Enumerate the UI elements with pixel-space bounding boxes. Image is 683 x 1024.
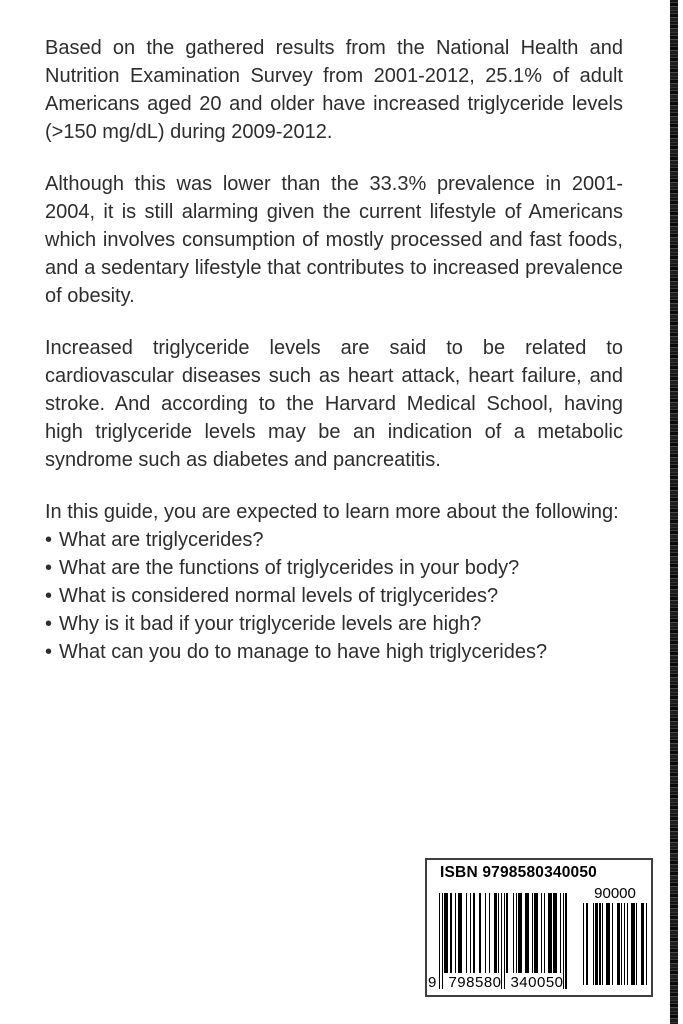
guide-section	[45, 498, 623, 666]
ean5-bars	[583, 903, 647, 985]
list-item	[45, 610, 623, 638]
paragraph-prevalence: Although this was lower than the 33.3% prevalence in 2001-2004, it is still alarming given the current lifestyle of Americans which involves consumption of mostly processed and fast foods, and a sedentary lifestyle that contributes to increased prevalence of obesity.	[45, 173, 623, 307]
ean13-digits	[428, 973, 568, 992]
bullet-text: Why is it bad if your triglyceride levels are high?	[59, 613, 482, 635]
ean13-barcode	[428, 893, 568, 992]
bullet-list	[45, 526, 623, 666]
ean13-digit-group-right: 340050	[510, 974, 564, 991]
guide-intro: In this guide, you are expected to learn more about the following:	[45, 501, 619, 523]
isbn-barcode-block	[425, 858, 653, 997]
book-edge-strip	[670, 0, 678, 1024]
bullet-icon: •	[45, 585, 53, 607]
ean13-bars	[439, 893, 568, 973]
bullet-icon: •	[45, 613, 53, 635]
list-item	[45, 638, 623, 666]
ean5-supplement-barcode	[583, 885, 647, 985]
bullet-icon: •	[45, 557, 53, 579]
bullet-icon: •	[45, 641, 53, 663]
barcode-row	[428, 885, 642, 992]
back-cover-text	[45, 34, 623, 666]
ean13-lead-digit: 9	[428, 974, 437, 991]
bullet-text: What are triglycerides?	[59, 529, 264, 551]
bullet-text: What are the functions of triglycerides in your body?	[59, 557, 520, 579]
bullet-text: What can you do to manage to have high triglycerides?	[59, 641, 548, 663]
list-item	[45, 526, 623, 554]
isbn-number-label: ISBN 9798580340050	[440, 864, 598, 881]
paragraph-survey-stats: Based on the gathered results from the National Health and Nutrition Examination Survey from 2001-2012, 25.1% of adult Americans aged 20 and older have increased triglyceride levels (>150 mg/dL) during 2009-2012.	[45, 37, 623, 143]
paragraph-health-risks: Increased triglyceride levels are said to be related to cardiovascular diseases such as heart attack, heart failure, and stroke. And according to the Harvard Medical School, having high triglyceride levels may be an indication of a metabolic syndrome such as diabetes and pancreatitis.	[45, 337, 623, 471]
ean5-price-code-label: 90000	[594, 885, 636, 902]
ean13-digit-group-left: 798580	[448, 974, 502, 991]
bullet-icon: •	[45, 529, 53, 551]
list-item	[45, 554, 623, 582]
bullet-text: What is considered normal levels of triglycerides?	[59, 585, 499, 607]
list-item	[45, 582, 623, 610]
